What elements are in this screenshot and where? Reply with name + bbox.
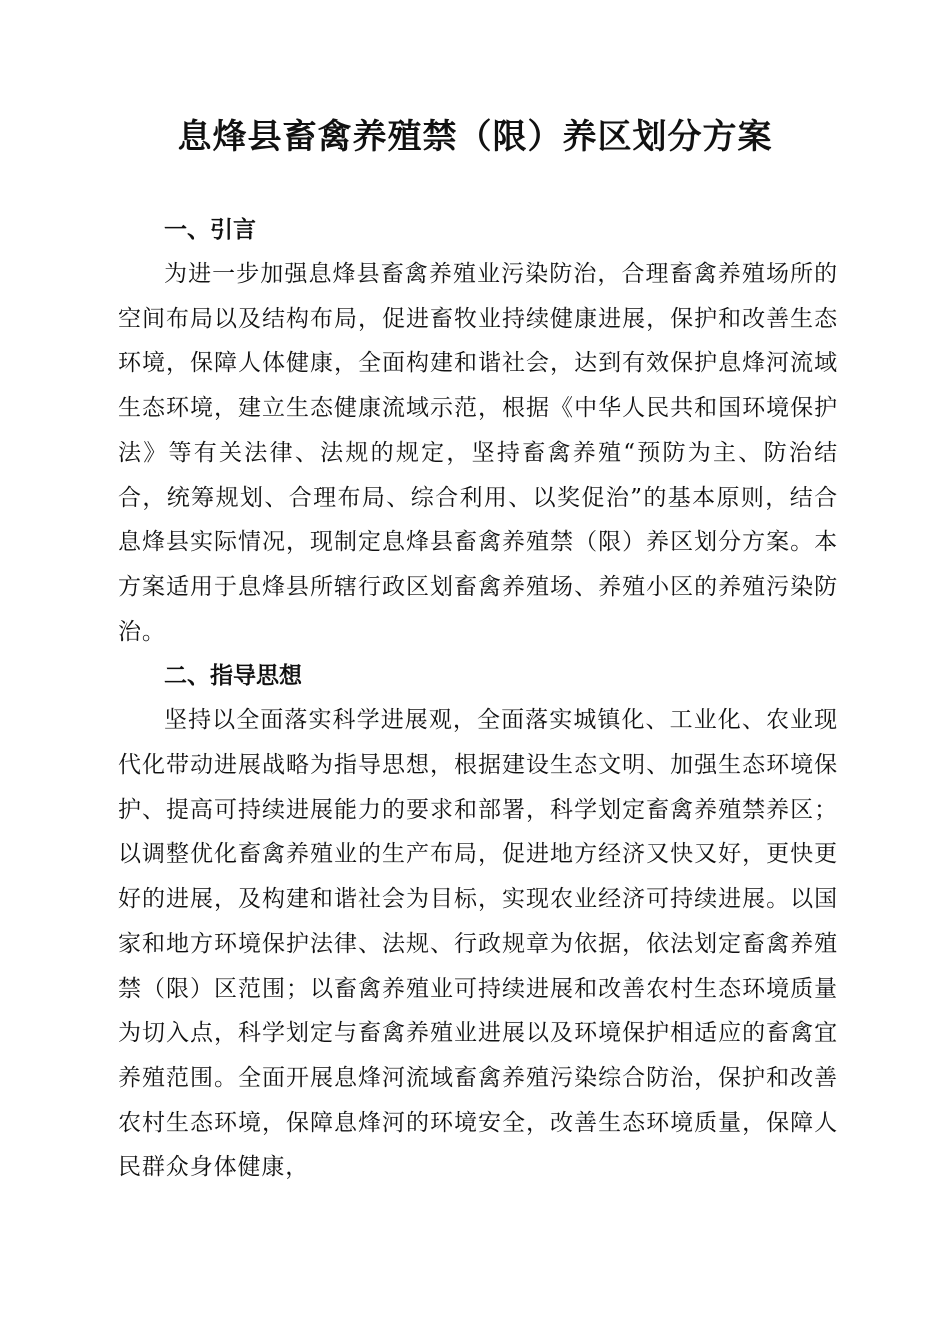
section-paragraph-guiding-ideology: 坚持以全面落实科学进展观，全面落实城镇化、工业化、农业现代化带动进展战略为指导思想，根据建设生态文明、加强生态环境保护、提高可持续进展能力的要求和部署，科学划定畜禽养殖禁养区；以调整优化畜禽养殖业的生产布局，促进地方经济又快又好，更快更好的进展，及构建和谐社会为目标，实现农业经济可持续进展。以国家和地方环境保护法律、法规、行政规章为依据，依法划定畜禽养殖禁（限）区范围；以畜禽养殖业可持续进展和改善农村生态环境质量为切入点，科学划定与畜禽养殖业进展以及环境保护相适应的畜禽宜养殖范围。全面开展息烽河流域畜禽养殖污染综合防治，保护和改善农村生态环境，保障息烽河的环境安全，改善生态环境质量，保障人民群众身体健康， — [118, 707, 838, 1181]
section-heading-introduction: 一、引言 — [164, 217, 256, 243]
section-paragraph-introduction: 为进一步加强息烽县畜禽养殖业污染防治，合理畜禽养殖场所的空间布局以及结构布局，促进畜牧业持续健康进展，保护和改善生态环境，保障人体健康，全面构建和谐社会，达到有效保护息烽河流域生态环境，建立生态健康流域示范，根据《中华人民共和国环境保护法》等有关法律、法规的规定，坚持畜禽养殖“预防为主、防治结合，统筹规划、合理布局、综合利用、以奖促治”的基本原则，结合息烽县实际情况，现制定息烽县畜禽养殖禁（限）养区划分方案。本方案适用于息烽县所辖行政区划畜禽养殖场、养殖小区的养殖污染防治。 — [118, 261, 838, 645]
section-heading-guiding-ideology: 二、指导思想 — [164, 663, 302, 690]
document-title: 息烽县畜禽养殖禁（限）养区划分方案 — [177, 117, 773, 157]
document-body — [118, 208, 838, 1190]
